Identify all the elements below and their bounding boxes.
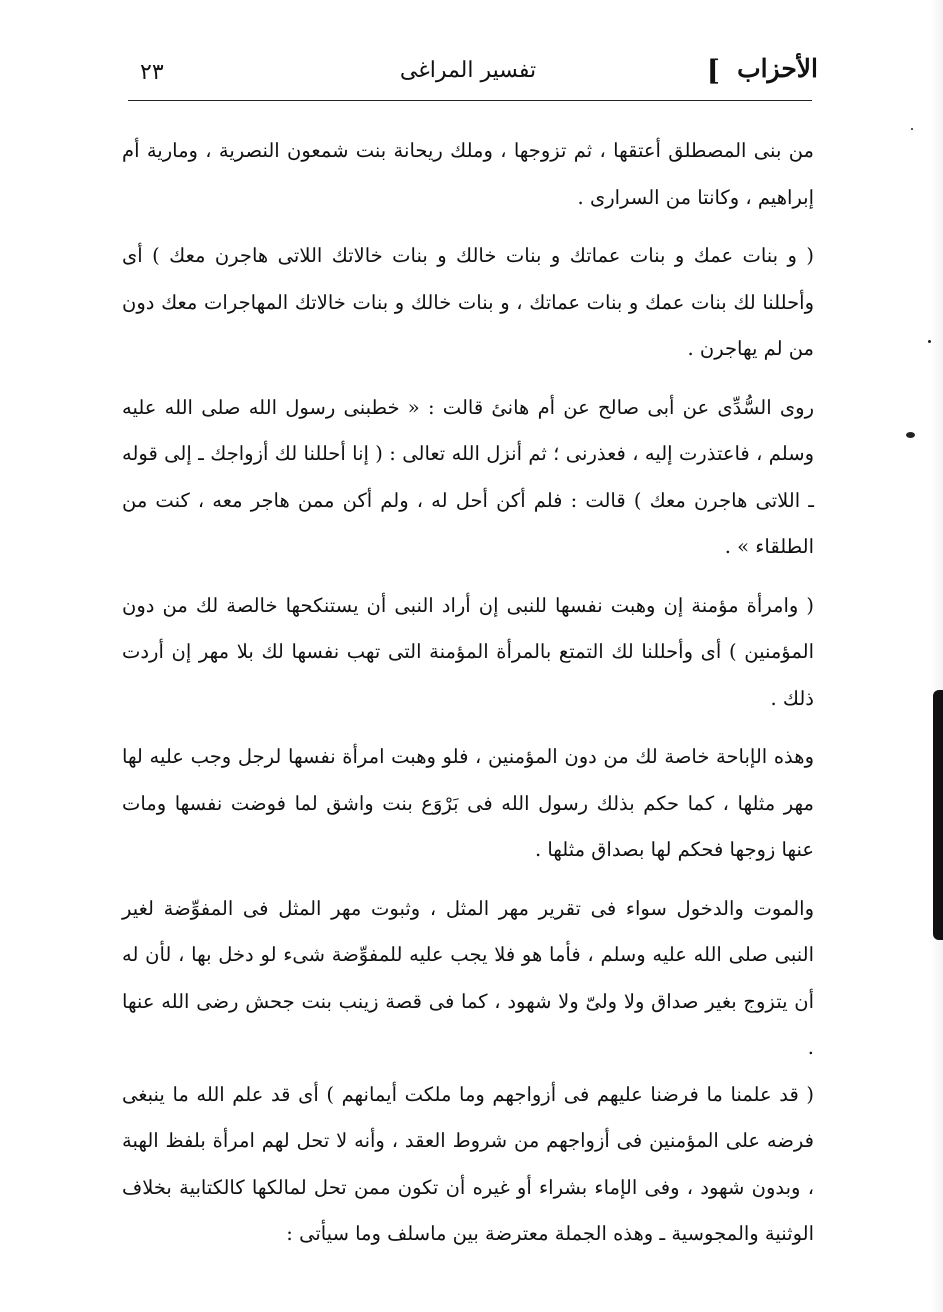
paragraph: ( وامرأة مؤمنة إن وهبت نفسها للنبى إن أراد النبى أن يستنكحها خالصة لك من دون المؤمنين ) أى وأحللنا لك التمتع بالمرأة المؤمنة التى تهب نفسها لك بلا مهر إن أردت ذلك . <box>122 593 814 710</box>
scan-speck <box>911 128 913 130</box>
paragraph: من بنى المصطلق أعتقها ، ثم تزوجها ، وملك ريحانة بنت شمعون النصرية ، ومارية أم إبراهيم ، وكانتا من السرارى . <box>122 139 814 209</box>
header-rule <box>128 100 812 101</box>
section-name: الأحزاب <box>737 54 818 83</box>
paragraph: ( قد علمنا ما فرضنا عليهم فى أزواجهم وما ملكت أيمانهم ) أى قد علم الله ما ينبغى فرضه على المؤمنين فى أزواجهم من شروط العقد ، وأنه لا تحل لهم امرأة بلفظ الهبة ، وبدون شهود ، وفى الإماء بشراء أو غيره أن تكون ممن تحل لمالكها كالكتابية بخلاف الوثنية والمجوسية ـ وهذه الجملة معترضة بين ماسلف وما سيأتى : <box>122 1082 814 1245</box>
scan-ink-blot <box>933 690 943 940</box>
page-number: ٢٣ <box>140 60 164 85</box>
paragraph: وهذه الإباحة خاصة لك من دون المؤمنين ، فلو وهبت امرأة نفسها لرجل وجب عليه لها مهر مثلها ، كما حكم بذلك رسول الله فى بَرْوَع بنت واشق لما فوضت نفسها ومات عنها زوجها فحكم لها بصداق مثلها . <box>122 745 814 861</box>
paragraph: ( و بنات عمك و بنات عماتك و بنات خالك و بنات خالاتك اللاتى هاجرن معك ) أى وأحللنا لك بنات عمك و بنات عماتك ، و بنات خالك و بنات خالاتك المهاجرات معك دون من لم يهاجرن . <box>122 244 814 360</box>
page-header <box>118 54 818 98</box>
scan-speck <box>928 340 931 343</box>
paragraph: والموت والدخول سواء فى تقرير مهر المثل ، وثبوت مهر المثل فى المفوِّضة لغير النبى صلى الله عليه وسلم ، فأما هو فلا يجب عليه للمفوِّضة شىء لو دخل بها ، لأن له أن يتزوج بغير صداق ولا ولىّ ولا شهود ، كما فى قصة زينب بنت جحش رضى الله عنها . <box>122 896 814 1059</box>
book-title: تفسير المراغى <box>399 58 537 83</box>
header-bracket: ] <box>706 54 720 87</box>
scan-speck <box>906 432 915 438</box>
paragraph: روى السُّدِّى عن أبى صالح عن أم هانئ قالت : « خطبنى رسول الله صلى الله عليه وسلم ، فاعتذرت إليه ، فعذرنى ؛ ثم أنزل الله تعالى : ( إنا أحللنا لك أزواجك ـ إلى قوله ـ اللاتى هاجرن معك ) قالت : فلم أكن أحل له ، ولم أكن ممن هاجر معه ، كنت من الطلقاء » . <box>122 395 814 558</box>
page-body <box>122 128 814 1258</box>
scan-edge-shadow <box>931 0 943 1312</box>
